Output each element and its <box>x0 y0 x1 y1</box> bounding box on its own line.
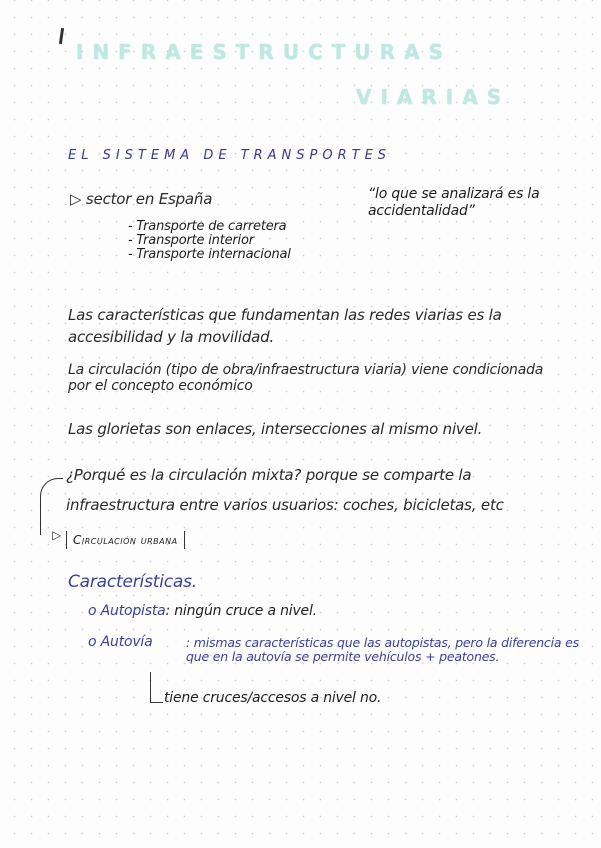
autopista-label: Autopista <box>100 603 166 619</box>
list-item: - Transporte de carretera <box>128 219 287 234</box>
paragraph-glorietas: Las glorietas son enlaces, intersecciones al mismo nivel. <box>68 420 483 438</box>
characteristics-heading: Características. <box>68 572 197 592</box>
sector-line <box>70 190 212 208</box>
sector-label: sector en España <box>85 190 213 208</box>
pen-mark <box>59 28 64 44</box>
accidentality-quote: “lo que se analizará es la accidentalidad” <box>368 186 540 219</box>
triangle-marker: ▷ <box>70 190 82 208</box>
section-heading: EL SISTEMA DE TRANSPORTES <box>68 148 392 163</box>
bullet-icon: o <box>88 603 97 619</box>
autopista-item <box>88 603 317 619</box>
page-title-line-2: VIARIAS <box>356 85 511 109</box>
autovia-item <box>88 634 153 650</box>
connector-bracket <box>40 478 63 535</box>
arrow-right-icon: ▷ <box>52 528 62 542</box>
autopista-text: : ningún cruce a nivel. <box>165 603 317 619</box>
bullet-icon: o <box>88 634 97 650</box>
autovia-label: Autovía <box>100 634 153 650</box>
list-item: - Transporte interior <box>128 233 254 248</box>
paragraph-circulation: La circulación (tipo de obra/infraestructura viaria) viene condicionada por el concepto económico <box>68 362 544 394</box>
paragraph-mixed-circulation: ¿Porqué es la circulación mixta? porque se comparte la infraestructura entre varios usuarios: coches, bicicletas, etc <box>66 466 504 514</box>
autovia-sub-item: tiene cruces/accesos a nivel no. <box>164 690 382 706</box>
page-title-line-1: INFRAESTRUCTURAS <box>76 40 452 64</box>
list-item: - Transporte internacional <box>128 247 291 262</box>
transport-list <box>128 220 291 262</box>
autovia-text: : mismas características que las autopistas, pero la diferencia es que en la autovía se permite vehículos + peatones. <box>186 635 579 664</box>
sub-item-connector <box>150 672 163 703</box>
paragraph-characteristics: Las características que fundamentan las redes viarias es la accesibilidad y la movilidad. <box>68 306 502 346</box>
urban-circulation-box: Circulación urbana <box>66 531 185 549</box>
